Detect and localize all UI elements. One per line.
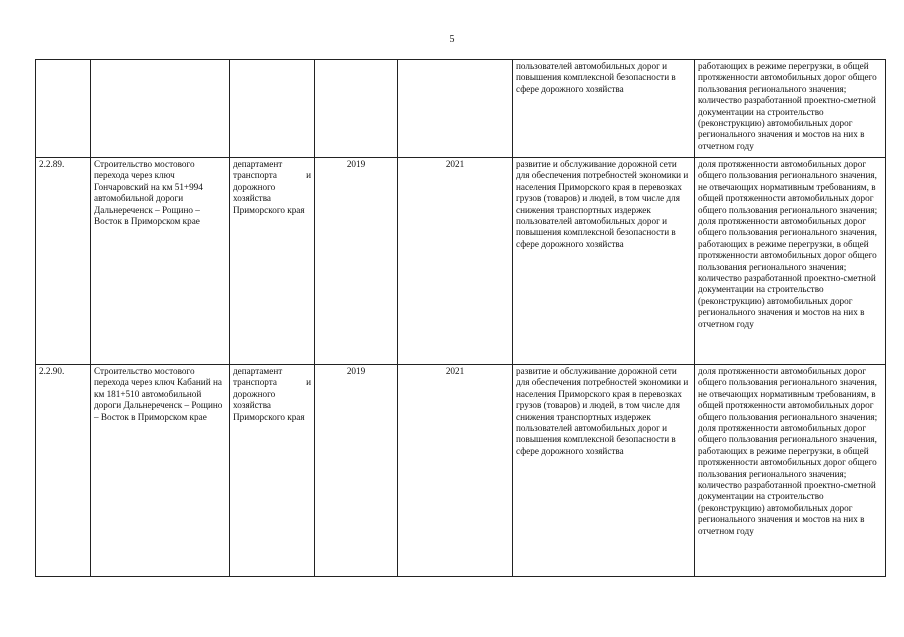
- table-row: [36, 158, 886, 365]
- start-year-cell: 2019: [315, 365, 398, 577]
- start-year-cell: 2019: [315, 158, 398, 365]
- table-row: [36, 60, 886, 158]
- end-year-cell: 2021: [398, 365, 513, 577]
- measure-name-cell: Строительство мостового перехода через ключ Гончаровский на км 51+994 автомобильной дороги Дальнереченск – Рощино – Восток в Приморском крае: [91, 158, 230, 365]
- page-number: 5: [449, 34, 455, 45]
- executor-cell: департамент транспорта и дорожного хозяйства Приморского края: [230, 365, 315, 577]
- end-year-cell: [398, 60, 513, 158]
- indicators-cell: доля протяженности автомобильных дорог общего пользования регионального значения, не отвечающих нормативным требованиям, в общей протяженности автомобильных дорог общего пользования регионального значения; доля протяженности автомобильных дорог общего пользования регионального значения, работающих в режиме перегрузки, в общей протяженности автомобильных дорог общего пользования регионального значения; количество разработанной проектно-сметной документации на строительство (реконструкцию) автомобильных дорог регионального значения и мостов на них в отчетном году: [695, 158, 886, 365]
- program-measures-table: [35, 59, 886, 577]
- row-number-cell: 2.2.89.: [36, 158, 91, 365]
- executor-cell: [230, 60, 315, 158]
- measure-name-cell: [91, 60, 230, 158]
- table-row: [36, 365, 886, 577]
- indicators-cell: доля протяженности автомобильных дорог общего пользования регионального значения, не отвечающих нормативным требованиям, в общей протяженности автомобильных дорог общего пользования регионального значения; доля протяженности автомобильных дорог общего пользования регионального значения, работающих в режиме перегрузки, в общей протяженности автомобильных дорог общего пользования регионального значения; количество разработанной проектно-сметной документации на строительство (реконструкцию) автомобильных дорог регионального значения и мостов на них в отчетном году: [695, 365, 886, 577]
- end-year-cell: 2021: [398, 158, 513, 365]
- indicators-cell: работающих в режиме перегрузки, в общей протяженности автомобильных дорог общего пользования регионального значения; количество разработанной проектно-сметной документации на строительство (реконструкцию) автомобильных дорог регионального значения и мостов на них в отчетном году: [695, 60, 886, 158]
- start-year-cell: [315, 60, 398, 158]
- row-number-cell: [36, 60, 91, 158]
- executor-cell: департамент транспорта и дорожного хозяйства Приморского края: [230, 158, 315, 365]
- goal-cell: пользователей автомобильных дорог и повышения комплексной безопасности в сфере дорожного хозяйства: [513, 60, 695, 158]
- row-number-cell: 2.2.90.: [36, 365, 91, 577]
- goal-cell: развитие и обслуживание дорожной сети для обеспечения потребностей экономики и населения Приморского края в перевозках грузов (товаров) и людей, в том числе для снижения транспортных издержек пользователей автомобильных дорог и повышения комплексной безопасности в сфере дорожного хозяйства: [513, 365, 695, 577]
- goal-cell: развитие и обслуживание дорожной сети для обеспечения потребностей экономики и населения Приморского края в перевозках грузов (товаров) и людей, в том числе для снижения транспортных издержек пользователей автомобильных дорог и повышения комплексной безопасности в сфере дорожного хозяйства: [513, 158, 695, 365]
- measure-name-cell: Строительство мостового перехода через ключ Кабаний на км 181+510 автомобильной дороги Дальнереченск – Рощино – Восток в Приморском крае: [91, 365, 230, 577]
